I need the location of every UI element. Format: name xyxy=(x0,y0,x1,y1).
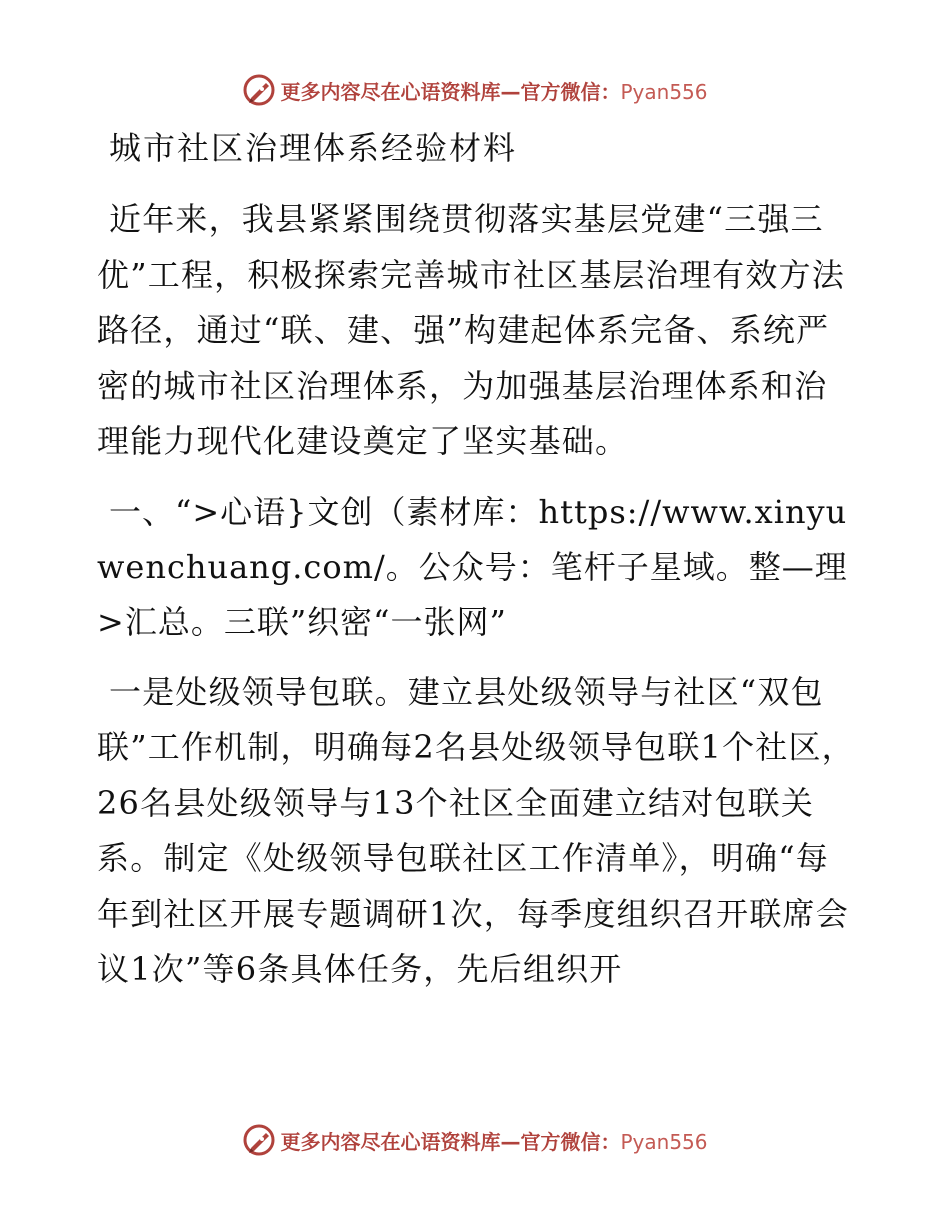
pen-logo-icon xyxy=(242,1123,276,1157)
pen-logo-icon xyxy=(242,73,276,107)
header-watermark xyxy=(0,70,950,110)
document-title: 城市社区治理体系经验材料 xyxy=(109,129,518,167)
footer-watermark xyxy=(0,1120,950,1160)
wechat-id: Pyan556 xyxy=(620,1129,708,1154)
intro-paragraph: 近年来，我县紧紧围绕贯彻落实基层党建“三强三优”工程，积极探索完善城市社区基层治理有效方法路径，通过“联、建、强”构建起体系完备、系统严密的城市社区治理体系，为加强基层治理体系和治理能力现代化建设奠定了坚实基础。 xyxy=(97,200,845,460)
document-body xyxy=(97,122,857,1013)
watermark-text: 更多内容尽在心语资料库—官方微信：Pyan556 xyxy=(280,1129,708,1154)
section-heading: 一、“>心语}文创（素材库：https://www.xinyuwenchuang.com/。公众号：笔杆子星域。整—理>汇总。三联”织密“一张网” xyxy=(97,492,848,641)
wechat-id: Pyan556 xyxy=(620,79,708,104)
body-paragraph: 一是处级领导包联。建立县处级领导与社区“双包联”工作机制，明确每2名县处级领导包联1个社区，26名县处级领导与13个社区全面建立结对包联关系。制定《处级领导包联社区工作清单》，明确“每年到社区开展专题调研1次，每季度组织召开联席会议1次”等6条具体任务，先后组织开 xyxy=(97,672,855,988)
watermark-text: 更多内容尽在心语资料库—官方微信：Pyan556 xyxy=(280,79,708,104)
